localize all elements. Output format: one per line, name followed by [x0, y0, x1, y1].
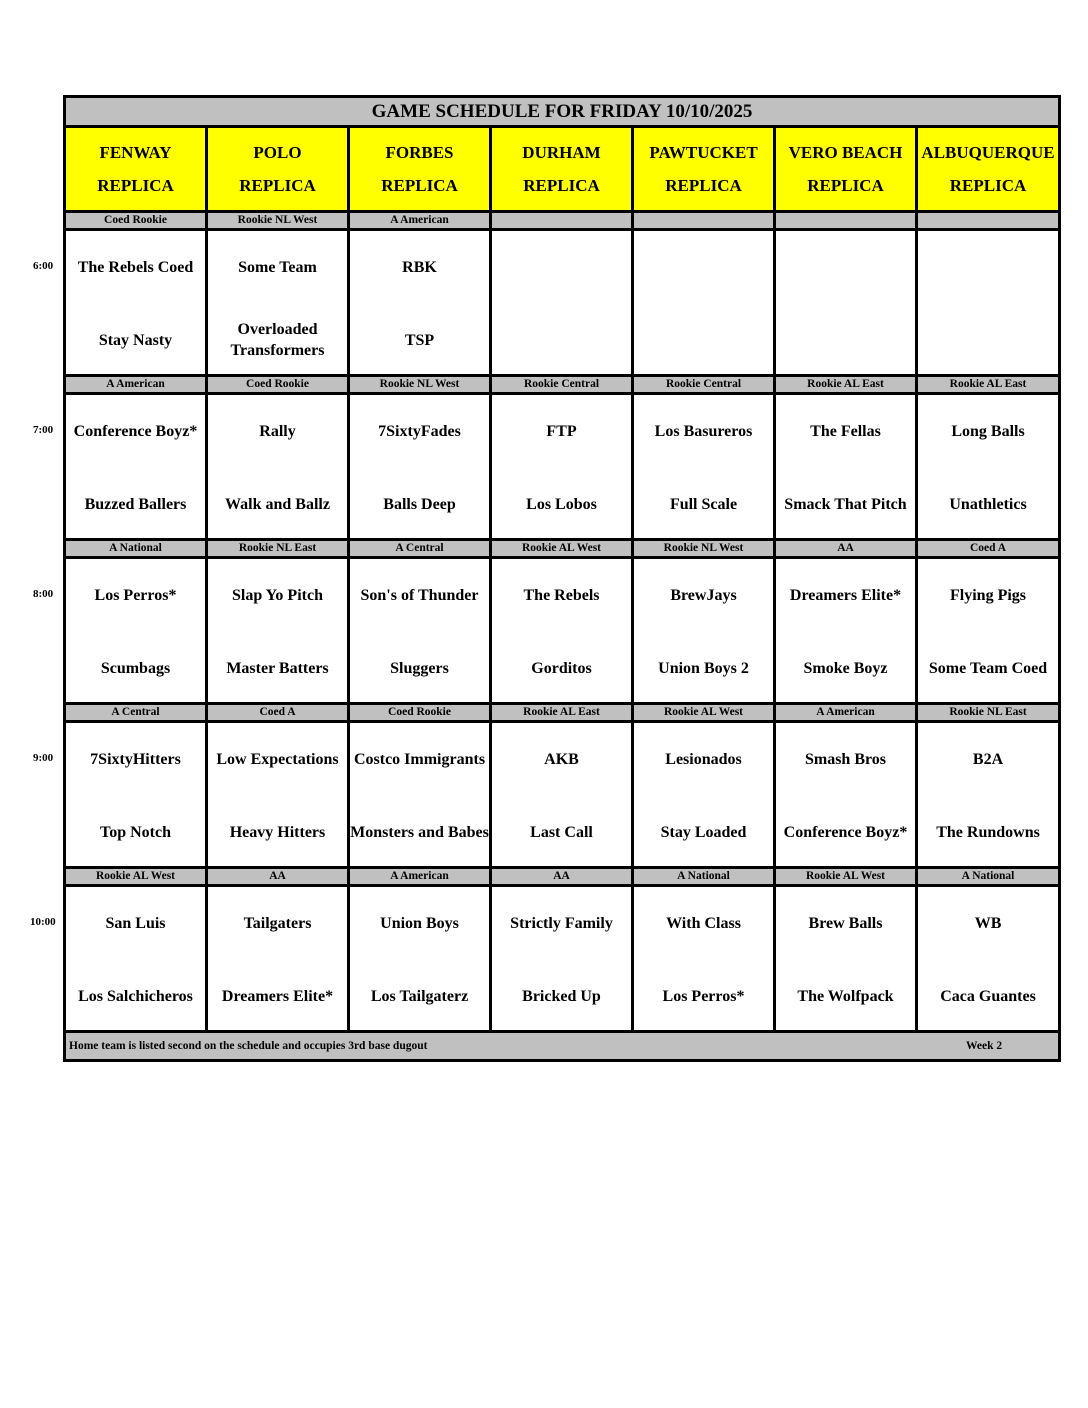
field-subtitle: REPLICA	[665, 176, 742, 195]
home-team: Los Perros*	[662, 987, 745, 1005]
home-team: Scumbags	[100, 659, 171, 677]
time-label: 10:00	[30, 915, 56, 928]
game-cell	[65, 558, 207, 704]
away-team: Brew Balls	[808, 914, 883, 932]
division-row	[65, 704, 1060, 722]
home-team: Monsters and Babes	[350, 823, 489, 841]
division-label: A American	[349, 212, 491, 230]
away-team: Some Team	[238, 258, 317, 276]
field-name: DURHAM	[522, 143, 601, 162]
game-cell	[775, 722, 917, 868]
division-label: Rookie AL West	[491, 540, 633, 558]
home-team: Top Notch	[100, 823, 171, 841]
home-team: Conference Boyz*	[783, 823, 908, 841]
game-cell	[207, 394, 349, 540]
game-cell	[349, 722, 491, 868]
field-subtitle: REPLICA	[949, 176, 1027, 195]
division-label: AA	[207, 868, 349, 886]
division-label: A National	[65, 540, 207, 558]
division-label: Rookie NL East	[207, 540, 349, 558]
division-label: Rookie NL West	[207, 212, 349, 230]
home-team: Heavy Hitters	[229, 823, 326, 841]
home-team: Last Call	[530, 823, 593, 841]
game-cell	[633, 558, 775, 704]
division-label: Rookie AL West	[775, 868, 917, 886]
field-subtitle: REPLICA	[523, 176, 600, 195]
division-label: Rookie AL East	[917, 376, 1060, 394]
field-name: FORBES	[385, 143, 454, 162]
home-team	[492, 318, 631, 362]
field-header	[207, 127, 349, 212]
away-team: Son's of Thunder	[360, 586, 479, 604]
away-team: Low Expectations	[216, 750, 339, 768]
home-team: Unathletics	[949, 495, 1027, 513]
away-team: Los Basureros	[654, 422, 753, 440]
away-team	[776, 245, 915, 289]
footer-row	[65, 1032, 1060, 1061]
game-cell	[491, 722, 633, 868]
division-label: Coed A	[207, 704, 349, 722]
game-row	[65, 558, 1060, 704]
game-row	[65, 394, 1060, 540]
time-label: 8:00	[33, 587, 54, 600]
game-cell	[917, 722, 1060, 868]
away-team: Slap Yo Pitch	[232, 586, 323, 604]
division-label: Rookie AL West	[65, 868, 207, 886]
away-team: The Rebels	[523, 586, 600, 604]
division-row	[65, 540, 1060, 558]
field-name: POLO	[253, 143, 302, 162]
division-label: A Central	[349, 540, 491, 558]
away-team: AKB	[544, 750, 579, 768]
field-name: FENWAY	[99, 143, 172, 162]
field-subtitle: REPLICA	[239, 176, 316, 195]
game-cell	[349, 886, 491, 1032]
division-label: Rookie Central	[633, 376, 775, 394]
home-team-note: Home team is listed second on the schedule and occupies 3rd base dugout	[69, 1040, 428, 1052]
game-cell	[491, 394, 633, 540]
game-cell	[65, 722, 207, 868]
home-team: Buzzed Ballers	[84, 495, 187, 513]
division-label: Coed Rookie	[207, 376, 349, 394]
division-label: Coed A	[917, 540, 1060, 558]
game-cell	[633, 886, 775, 1032]
division-label	[633, 212, 775, 230]
division-label: Coed Rookie	[65, 212, 207, 230]
away-team	[492, 245, 631, 289]
home-team: Full Scale	[669, 495, 738, 513]
division-label: AA	[775, 540, 917, 558]
division-label: A American	[775, 704, 917, 722]
field-name: ALBUQUERQUE	[921, 143, 1055, 162]
home-team: Bricked Up	[522, 987, 601, 1005]
field-header	[633, 127, 775, 212]
away-team: BrewJays	[670, 586, 737, 604]
home-team: Stay Nasty	[98, 331, 173, 349]
away-team: The Fellas	[810, 422, 881, 440]
game-cell	[917, 886, 1060, 1032]
home-team	[918, 318, 1058, 362]
home-team: Balls Deep	[383, 495, 456, 513]
game-row	[65, 886, 1060, 1032]
time-label: 9:00	[33, 751, 54, 764]
division-label: A American	[349, 868, 491, 886]
away-team: RBK	[402, 258, 437, 276]
home-team: Overloaded Transformers	[230, 321, 325, 359]
division-label: A American	[65, 376, 207, 394]
away-team	[918, 245, 1058, 289]
away-team: Union Boys	[380, 914, 459, 932]
division-label: Coed Rookie	[349, 704, 491, 722]
game-cell	[491, 558, 633, 704]
away-team: Dreamers Elite*	[789, 586, 902, 604]
game-row	[65, 230, 1060, 376]
division-label	[775, 212, 917, 230]
home-team: TSP	[404, 331, 435, 349]
division-label: Rookie AL East	[491, 704, 633, 722]
home-team: Caca Guantes	[940, 987, 1036, 1005]
game-cell	[491, 886, 633, 1032]
division-label: Rookie NL West	[633, 540, 775, 558]
home-team: Los Lobos	[526, 495, 597, 513]
division-label: A National	[917, 868, 1060, 886]
away-team: WB	[974, 914, 1002, 932]
game-cell	[633, 722, 775, 868]
home-team: Los Tailgaterz	[370, 987, 469, 1005]
game-cell	[917, 558, 1060, 704]
game-cell	[917, 394, 1060, 540]
away-team: Long Balls	[951, 422, 1025, 440]
home-team	[634, 318, 773, 362]
division-label	[491, 212, 633, 230]
home-team: Los Salchicheros	[78, 987, 193, 1005]
home-team: Smack That Pitch	[784, 495, 907, 513]
home-team	[776, 318, 915, 362]
away-team: With Class	[666, 914, 741, 932]
game-cell	[349, 394, 491, 540]
time-label: 6:00	[33, 259, 54, 272]
away-team: 7SixtyFades	[378, 422, 461, 440]
home-team: Walk and Ballz	[225, 495, 330, 513]
division-label: Rookie AL West	[633, 704, 775, 722]
home-team: Union Boys 2	[658, 659, 749, 677]
away-team: Rally	[259, 422, 296, 440]
field-header	[917, 127, 1060, 212]
away-team: FTP	[546, 422, 577, 440]
field-subtitle: REPLICA	[807, 176, 884, 195]
away-team: Strictly Family	[510, 914, 613, 932]
division-label: Rookie AL East	[775, 376, 917, 394]
field-name: PAWTUCKET	[649, 143, 758, 162]
division-label: Rookie NL East	[917, 704, 1060, 722]
home-team: Sluggers	[390, 659, 449, 677]
game-cell	[349, 230, 491, 376]
field-header	[491, 127, 633, 212]
division-label: A Central	[65, 704, 207, 722]
game-cell	[775, 886, 917, 1032]
game-cell	[775, 558, 917, 704]
home-team: Dreamers Elite*	[221, 987, 334, 1005]
game-cell	[65, 394, 207, 540]
division-row	[65, 868, 1060, 886]
home-team: Some Team Coed	[928, 659, 1048, 677]
field-header-row	[65, 127, 1060, 212]
game-cell	[65, 886, 207, 1032]
away-team: Flying Pigs	[950, 586, 1027, 604]
away-team: B2A	[972, 750, 1004, 768]
division-row	[65, 376, 1060, 394]
game-cell	[775, 230, 917, 376]
game-cell	[207, 722, 349, 868]
week-label: Week 2	[966, 1040, 1003, 1052]
division-label	[917, 212, 1060, 230]
game-cell	[65, 230, 207, 376]
away-team: Conference Boyz*	[73, 422, 198, 440]
game-cell	[917, 230, 1060, 376]
game-cell	[207, 886, 349, 1032]
game-cell	[633, 230, 775, 376]
division-row	[65, 212, 1060, 230]
division-label: AA	[491, 868, 633, 886]
home-team: The Rundowns	[936, 823, 1040, 841]
away-team: Lesionados	[665, 750, 742, 768]
home-team: Smoke Boyz	[803, 659, 888, 677]
time-label: 7:00	[33, 423, 54, 436]
game-row	[65, 722, 1060, 868]
home-team: The Wolfpack	[797, 987, 894, 1005]
away-team: Los Perros*	[94, 586, 177, 604]
division-label: Rookie Central	[491, 376, 633, 394]
field-header	[65, 127, 207, 212]
field-header	[349, 127, 491, 212]
game-cell	[491, 230, 633, 376]
away-team	[634, 245, 773, 289]
away-team: Tailgaters	[243, 914, 312, 932]
field-subtitle: REPLICA	[97, 176, 174, 195]
away-team: The Rebels Coed	[77, 258, 194, 276]
game-cell	[775, 394, 917, 540]
away-team: Smash Bros	[804, 750, 887, 768]
division-label: Rookie NL West	[349, 376, 491, 394]
field-name: VERO BEACH	[788, 143, 903, 162]
game-cell	[207, 558, 349, 704]
schedule-title: GAME SCHEDULE FOR FRIDAY 10/10/2025	[65, 97, 1060, 127]
home-team: Master Batters	[226, 659, 329, 677]
field-header	[775, 127, 917, 212]
away-team: 7SixtyHitters	[90, 750, 181, 768]
schedule-table	[63, 95, 1061, 1062]
division-label: A National	[633, 868, 775, 886]
away-team: Costco Immigrants	[353, 750, 486, 768]
home-team: Gorditos	[531, 659, 592, 677]
game-cell	[633, 394, 775, 540]
footer-cell	[65, 1032, 1060, 1061]
home-team: Stay Loaded	[660, 823, 747, 841]
away-team: San Luis	[105, 914, 166, 932]
field-subtitle: REPLICA	[381, 176, 458, 195]
game-cell	[349, 558, 491, 704]
game-cell	[207, 230, 349, 376]
